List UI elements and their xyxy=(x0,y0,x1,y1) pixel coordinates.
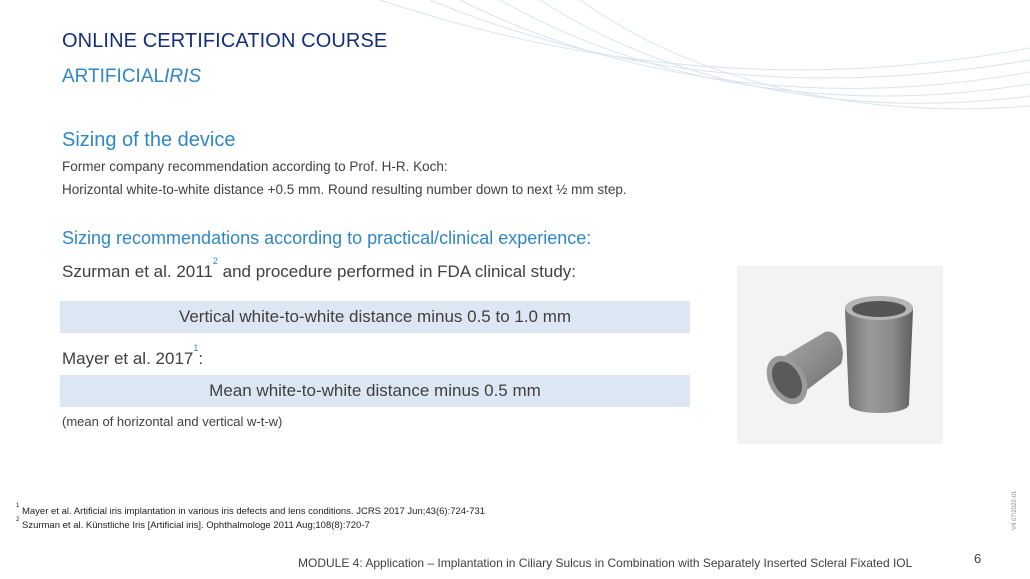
mayer-rest: : xyxy=(198,349,204,368)
mayer-text: Mayer et al. 2017 xyxy=(62,349,194,368)
szurman-line xyxy=(62,256,577,282)
page-number: 6 xyxy=(974,551,982,566)
szurman-ref-sup: 2 xyxy=(212,256,218,267)
section-heading-sizing: Sizing of the device xyxy=(62,129,236,151)
szurman-text: Szurman et al. 2011 xyxy=(62,262,213,281)
horizontal-wtw-line: Horizontal white-to-white distance +0.5 mm. Round resulting number down to next ½ mm step. xyxy=(62,182,627,197)
mayer-ref-sup: 1 xyxy=(193,343,199,354)
mean-wtw-box: Mean white-to-white distance minus 0.5 mm xyxy=(60,375,690,407)
metal-cylinders-image xyxy=(737,266,943,444)
szurman-rest: and procedure performed in FDA clinical study: xyxy=(217,262,577,281)
document-code: V4 07/2022-01 xyxy=(1012,490,1018,530)
reference-1-text: Mayer et al. Artificial iris implantation in various iris defects and lens conditions. JCRS 2017 Jun;43(6):724-731 xyxy=(21,506,486,518)
mayer-line xyxy=(62,343,204,369)
sizing-device-photo xyxy=(737,266,943,444)
reference-1 xyxy=(16,503,486,518)
mean-note: (mean of horizontal and vertical w-t-w) xyxy=(62,414,283,429)
reference-2-text: Szurman et al. Künstliche Iris [Artificial iris]. Ophthalmologe 2011 Aug;108(8):720-7 xyxy=(21,520,370,532)
section-heading-clinical: Sizing recommendations according to practical/clinical experience: xyxy=(62,228,592,248)
reference-2-num: 2 xyxy=(16,517,20,523)
module-footer: MODULE 4: Application – Implantation in Ciliary Sulcus in Combination with Separately Inserted Scleral Fixated IOL xyxy=(298,556,913,570)
course-subtitle xyxy=(62,66,201,88)
subtitle-italic: IRIS xyxy=(164,66,202,87)
subtitle-plain: ARTIFICIAL xyxy=(62,66,165,87)
course-title: ONLINE CERTIFICATION COURSE xyxy=(62,30,388,52)
vertical-wtw-box: Vertical white-to-white distance minus 0.5 to 1.0 mm xyxy=(60,301,690,333)
koch-recommendation-line: Former company recommendation according to Prof. H-R. Koch: xyxy=(62,159,448,174)
reference-1-num: 1 xyxy=(16,503,20,509)
header-wave-decoration xyxy=(0,0,1030,120)
reference-2 xyxy=(16,517,370,532)
